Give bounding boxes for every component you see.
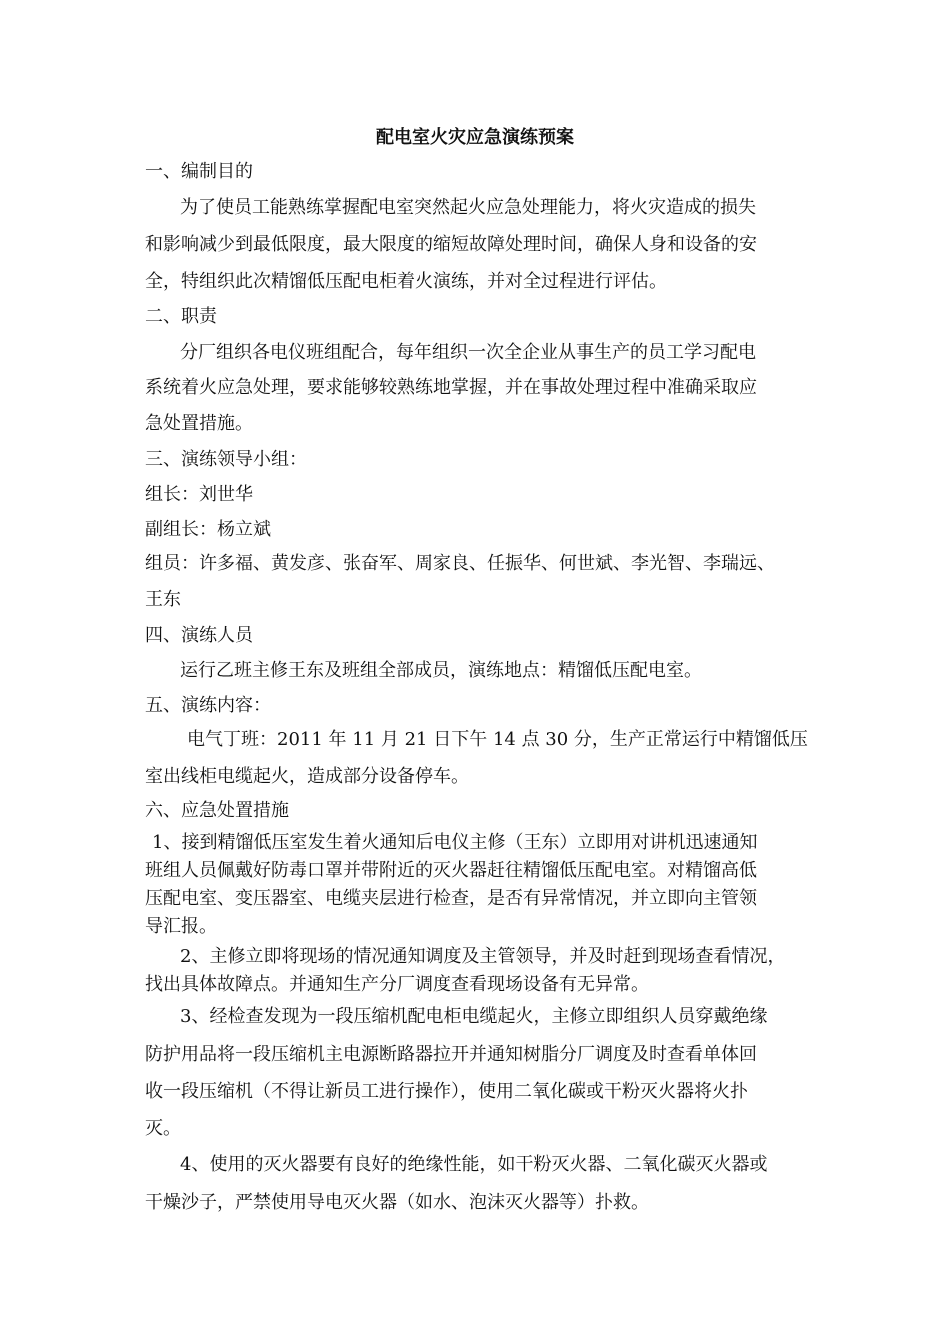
paragraph-line: 为了使员工能熟练掌握配电室突然起火应急处理能力，将火灾造成的损失 [180,197,756,218]
paragraph-line: 电气丁班：2011 年 11 月 21 日下午 14 点 30 分，生产正常运行中精馏低压 [187,729,808,750]
paragraph-line: 全，特组织此次精馏低压配电柜着火演练，并对全过程进行评估。 [145,271,667,292]
paragraph-line: 灭。 [145,1118,181,1139]
paragraph-line: 系统着火应急处理，要求能够较熟练地掌握，并在事故处理过程中准确采取应 [145,377,757,398]
paragraph-line: 室出线柜电缆起火，造成部分设备停车。 [145,766,469,787]
paragraph-line: 找出具体故障点。并通知生产分厂调度查看现场设备有无异常。 [145,974,649,995]
paragraph-line: 压配电室、变压器室、电缆夹层进行检查，是否有异常情况，并立即向主管领 [145,888,757,909]
paragraph-line: 分厂组织各电仪班组配合，每年组织一次全企业从事生产的员工学习配电 [180,342,756,363]
section-heading: 二、职责 [145,306,217,327]
deputy-leader-line: 副组长：杨立斌 [145,519,271,540]
paragraph-line: 防护用品将一段压缩机主电源断路器拉开并通知树脂分厂调度及时查看单体回 [145,1044,757,1065]
paragraph-line: 3、经检查发现为一段压缩机配电柜电缆起火，主修立即组织人员穿戴绝缘 [180,1006,768,1027]
paragraph-line: 运行乙班主修王东及班组全部成员，演练地点：精馏低压配电室。 [180,660,702,681]
paragraph-line: 4、使用的灭火器要有良好的绝缘性能，如干粉灭火器、二氧化碳灭火器或 [180,1154,768,1175]
section-heading: 三、演练领导小组： [145,449,307,470]
paragraph-line: 和影响减少到最低限度，最大限度的缩短故障处理时间，确保人身和设备的安 [145,234,757,255]
leader-line: 组长：刘世华 [145,484,253,505]
section-heading: 六、应急处置措施 [145,800,289,821]
paragraph-line: 收一段压缩机（不得让新员工进行操作），使用二氧化碳或干粉灭火器将火扑 [145,1081,748,1102]
paragraph-line: 干燥沙子，严禁使用导电灭火器（如水、泡沫灭火器等）扑救。 [145,1192,649,1213]
paragraph-line: 急处置措施。 [145,413,253,434]
paragraph-line: 1、接到精馏低压室发生着火通知后电仪主修（王东）立即用对讲机迅速通知 [152,832,758,853]
document-title: 配电室火灾应急演练预案 [376,127,574,148]
members-line: 王东 [145,589,181,610]
paragraph-line: 导汇报。 [145,916,217,937]
section-heading: 四、演练人员 [145,625,253,646]
section-heading: 一、编制目的 [145,161,253,182]
paragraph-line: 2、主修立即将现场的情况通知调度及主管领导，并及时赶到现场查看情况， [180,946,786,967]
paragraph-line: 班组人员佩戴好防毒口罩并带附近的灭火器赶往精馏低压配电室。对精馏高低 [145,860,757,881]
section-heading: 五、演练内容： [145,695,271,716]
members-line: 组员：许多福、黄发彦、张奋军、周家良、任振华、何世斌、李光智、李瑞远、 [145,553,775,574]
